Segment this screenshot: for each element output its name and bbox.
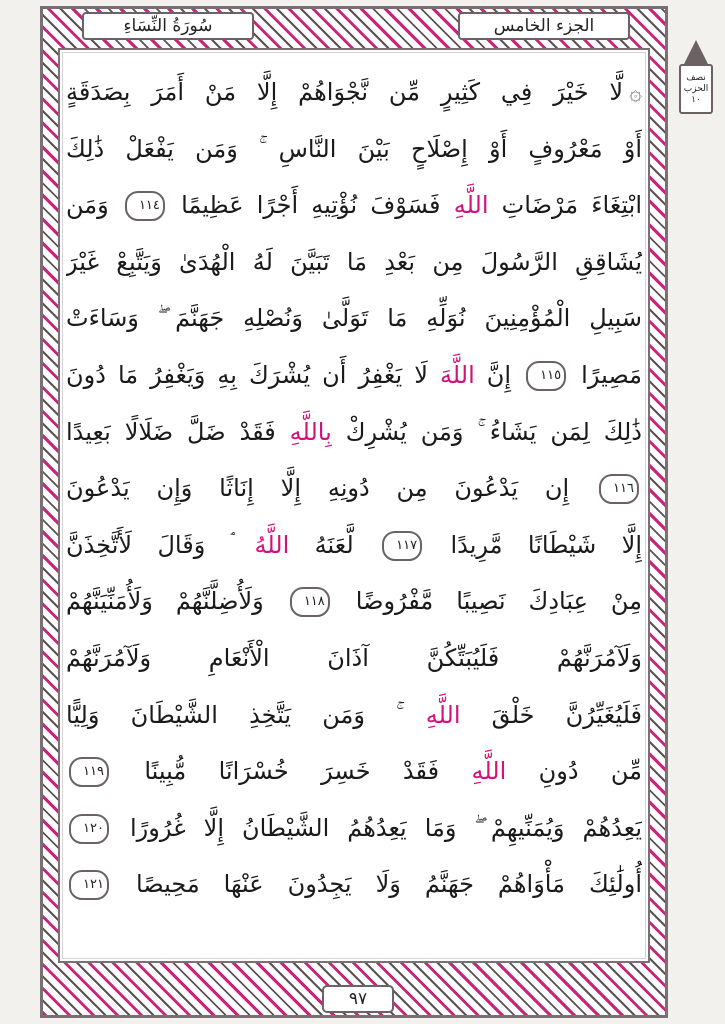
verse-text: مِّن دُونِ — [506, 757, 642, 786]
hizb-marker — [676, 40, 716, 132]
verse-text: ابْتِغَاءَ مَرْضَاتِ — [488, 191, 642, 220]
verse-text: ذَٰلِكَ لِمَن يَشَاءُ ۚ وَمَن يُشْرِكْ — [331, 417, 642, 446]
surah-name: سُورَةُ النِّسَاءِ — [123, 16, 213, 36]
verse-text: فَقَدْ ضَلَّ ضَلَالًا بَعِيدًا — [66, 417, 290, 446]
divine-name: اللَّهُ — [254, 530, 290, 559]
text-line — [66, 177, 642, 234]
verse-text: مِنْ عِبَادِكَ نَصِيبًا مَّفْرُوضًا — [332, 587, 642, 616]
text-line — [66, 64, 642, 121]
text-line — [66, 856, 642, 913]
verse-text: لَا يَغْفِرُ أَن يُشْرَكَ بِهِ وَيَغْفِرُ مَا دُونَ — [66, 360, 440, 389]
ayah-number-marker: ١١٤ — [125, 191, 165, 221]
verse-text: أَوْ مَعْرُوفٍ أَوْ إِصْلَاحٍ بَيْنَ النَّاسِ ۚ وَمَن يَفْعَلْ ذَٰلِكَ — [66, 134, 642, 163]
verse-text: فَلَيُغَيِّرُنَّ خَلْقَ — [460, 700, 642, 729]
verse-text: يُشَاقِقِ الرَّسُولَ مِن بَعْدِ مَا تَبَيَّنَ لَهُ الْهُدَىٰ وَيَتَّبِعْ غَيْرَ — [66, 247, 642, 276]
hizb-label-3: ١٠ — [691, 94, 701, 105]
divine-name: اللَّهِ — [453, 191, 489, 220]
text-line — [66, 743, 642, 800]
verse-text: إِنَّ — [474, 360, 524, 389]
juz-name: الجزء الخامس — [493, 16, 595, 36]
text-line — [66, 234, 642, 291]
ayah-number-marker: ١١٥ — [526, 361, 566, 391]
ayah-number-marker: ١١٩ — [69, 757, 109, 787]
verse-text: يَعِدُهُمْ وَيُمَنِّيهِمْ ۖ وَمَا يَعِدُهُمُ الشَّيْطَانُ إِلَّا غُرُورًا — [112, 813, 642, 842]
ayah-number-marker: ١١٧ — [382, 531, 422, 561]
text-line — [66, 404, 642, 461]
verse-text: فَسَوْفَ نُؤْتِيهِ أَجْرًا عَظِيمًا — [167, 191, 454, 220]
text-line — [66, 800, 642, 857]
hizb-star-icon: ۞ — [629, 81, 642, 106]
ayah-number-marker: ١٢٠ — [69, 814, 109, 844]
verse-text: ۚ وَمَن يَتَّخِذِ الشَّيْطَانَ وَلِيًّا — [66, 700, 426, 729]
text-line — [66, 460, 642, 517]
juz-name-header — [458, 12, 630, 40]
text-line — [66, 517, 642, 574]
verse-text: وَلَآمُرَنَّهُمْ فَلَيُبَتِّكُنَّ آذَانَ الْأَنْعَامِ وَلَآمُرَنَّهُمْ — [66, 643, 642, 672]
hizb-label-1: نصف — [686, 72, 706, 83]
verse-text: فَقَدْ خَسِرَ خُسْرَانًا مُّبِينًا — [112, 757, 472, 786]
page-number: ٩٧ — [348, 989, 368, 1009]
surah-name-header — [82, 12, 254, 40]
divine-name: بِاللَّهِ — [289, 417, 332, 446]
text-line — [66, 290, 642, 347]
verse-text: إِلَّا شَيْطَانًا مَّرِيدًا — [425, 530, 642, 559]
divine-name: اللَّهِ — [471, 757, 507, 786]
verse-text: إِن يَدْعُونَ مِن دُونِهِ إِلَّا إِنَاثًا وَإِن يَدْعُونَ — [66, 474, 596, 503]
verse-text: وَلَأُضِلَّنَّهُمْ وَلَأُمَنِّيَنَّهُمْ — [66, 587, 287, 616]
divine-name: اللَّهَ — [439, 360, 475, 389]
text-line — [66, 630, 642, 687]
ayah-number-marker: ١٢١ — [69, 870, 109, 900]
verse-text: مَصِيرًا — [569, 360, 642, 389]
verse-text: وَمَن — [66, 191, 122, 220]
hizb-label-2: الحزب — [683, 83, 709, 94]
page-number-box — [322, 985, 394, 1013]
hizb-marker-body — [679, 64, 713, 114]
text-line — [66, 347, 642, 404]
verse-text: لَّا خَيْرَ فِي كَثِيرٍ مِّن نَّجْوَاهُمْ إِلَّا مَنْ أَمَرَ بِصَدَقَةٍ — [66, 78, 624, 106]
verse-text: سَبِيلِ الْمُؤْمِنِينَ نُوَلِّهِ مَا تَوَلَّىٰ وَنُصْلِهِ جَهَنَّمَ ۖ وَسَاءَتْ — [66, 304, 642, 333]
verse-text: ۘ وَقَالَ لَأَتَّخِذَنَّ — [66, 530, 255, 559]
verse-text: أُولَٰئِكَ مَأْوَاهُمْ جَهَنَّمُ وَلَا يَجِدُونَ عَنْهَا مَحِيصًا — [112, 870, 642, 899]
text-line — [66, 573, 642, 630]
hizb-marker-cap-icon — [684, 40, 708, 64]
divine-name: اللَّهِ — [425, 700, 461, 729]
text-line — [66, 687, 642, 744]
quran-text-body — [66, 64, 642, 913]
text-line — [66, 121, 642, 178]
ayah-number-marker: ١١٨ — [290, 587, 330, 617]
ayah-number-marker: ١١٦ — [599, 474, 639, 504]
verse-text: لَّعَنَهُ — [289, 530, 380, 559]
